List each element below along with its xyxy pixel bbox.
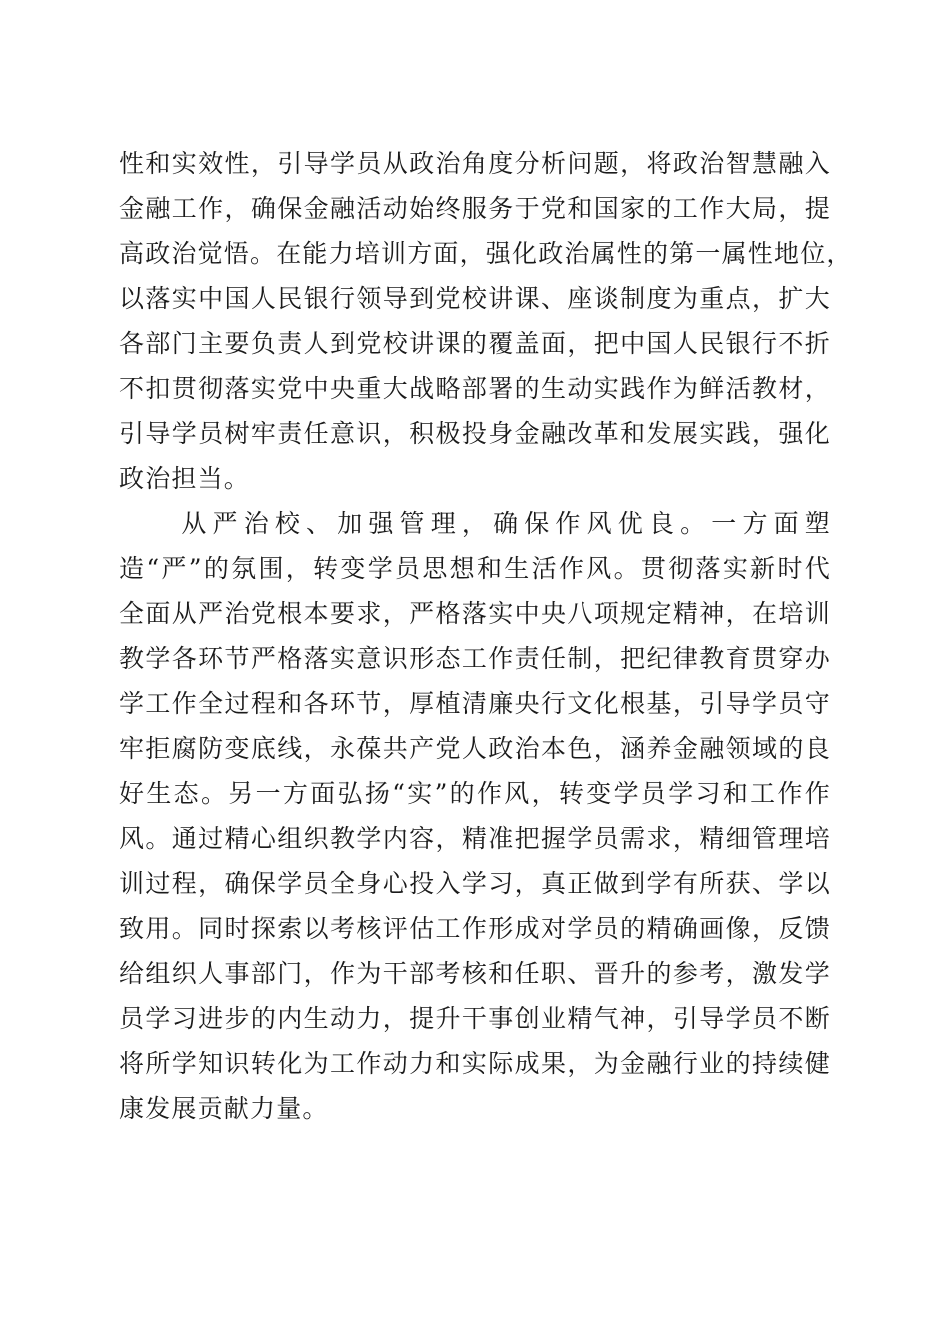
text-line: 给组织人事部门，作为干部考核和任职、晋升的参考，激发学 <box>119 959 831 988</box>
text-line: 全面从严治党根本要求，严格落实中央八项规定精神，在培训 <box>119 599 831 628</box>
paragraph-1 <box>119 141 853 501</box>
text-line: 政治担当。 <box>119 464 251 493</box>
text-line: 从严治校、加强管理，确保作风优良。一方面塑 <box>119 509 831 538</box>
text-line: 造“严”的氛围，转变学员思想和生活作风。贯彻落实新时代 <box>119 554 831 583</box>
text-line: 教学各环节严格落实意识形态工作责任制，把纪律教育贯穿办 <box>119 644 831 673</box>
text-line: 金融工作，确保金融活动始终服务于党和国家的工作大局，提 <box>119 194 831 223</box>
text-line: 牢拒腐防变底线，永葆共产党人政治本色，涵养金融领域的良 <box>119 734 831 763</box>
text-line: 不扣贯彻落实党中央重大战略部署的生动实践作为鲜活教材， <box>119 374 831 403</box>
text-line: 各部门主要负责人到党校讲课的覆盖面，把中国人民银行不折 <box>119 329 831 358</box>
text-line: 风。通过精心组织教学内容，精准把握学员需求，精细管理培 <box>119 824 831 853</box>
text-line: 引导学员树牢责任意识，积极投身金融改革和发展实践，强化 <box>119 419 831 448</box>
paragraph-2 <box>119 501 831 1131</box>
text-line: 员学习进步的内生动力，提升干事创业精气神，引导学员不断 <box>119 1004 831 1033</box>
text-line: 训过程，确保学员全身心投入学习，真正做到学有所获、学以 <box>119 869 831 898</box>
text-line: 致用。同时探索以考核评估工作形成对学员的精确画像，反馈 <box>119 914 831 943</box>
text-line: 以落实中国人民银行领导到党校讲课、座谈制度为重点，扩大 <box>119 284 831 313</box>
text-line: 好生态。另一方面弘扬“实”的作风，转变学员学习和工作作 <box>119 779 831 808</box>
text-line: 将所学知识转化为工作动力和实际成果，为金融行业的持续健 <box>119 1049 831 1078</box>
text-line: 性和实效性，引导学员从政治角度分析问题，将政治智慧融入 <box>119 149 831 178</box>
text-line: 康发展贡献力量。 <box>119 1094 329 1123</box>
text-line: 高政治觉悟。在能力培训方面，强化政治属性的第一属性地位， <box>119 239 853 268</box>
text-line: 学工作全过程和各环节，厚植清廉央行文化根基，引导学员守 <box>119 689 831 718</box>
